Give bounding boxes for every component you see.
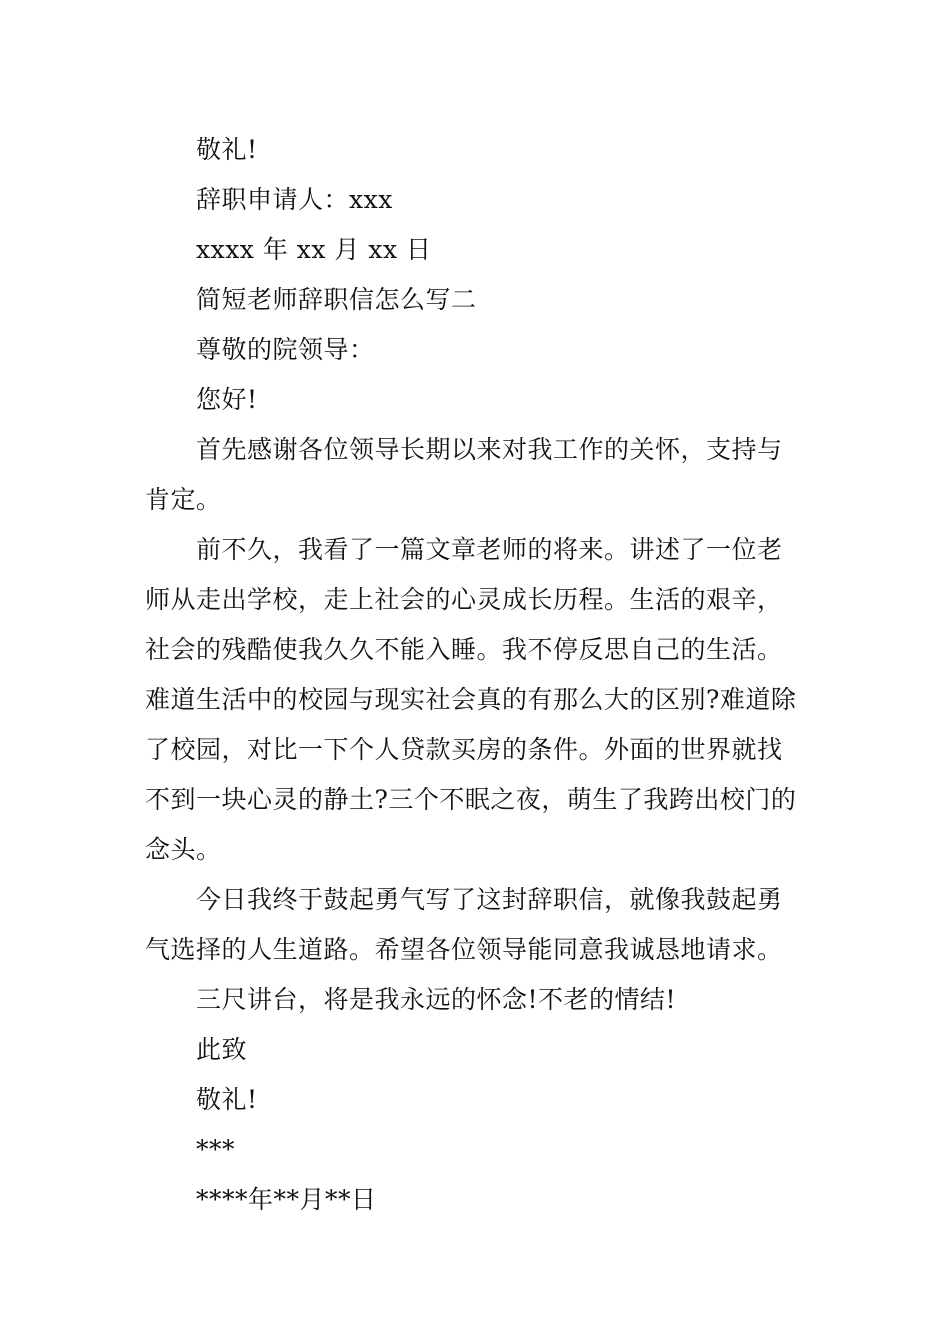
paragraph-line: 社会的残酷使我久久不能入睡。我不停反思自己的生活。 xyxy=(145,635,783,664)
paragraph-line: 师从走出学校，走上社会的心灵成长历程。生活的艰辛， xyxy=(145,585,783,614)
signature-line: *** xyxy=(196,1135,235,1164)
paragraph-line: 气选择的人生道路。希望各位领导能同意我诚恳地请求。 xyxy=(145,935,783,964)
paragraph-line: 了校园，对比一下个人贷款买房的条件。外面的世界就找 xyxy=(145,735,783,764)
paragraph-line: 难道生活中的校园与现实社会真的有那么大的区别?难道除 xyxy=(145,685,797,714)
section-heading: 简短老师辞职信怎么写二 xyxy=(196,285,477,314)
date-line: xxxx 年 xx 月 xx 日 xyxy=(196,235,432,264)
greeting: 您好! xyxy=(196,385,258,414)
paragraph-line: 首先感谢各位领导长期以来对我工作的关怀，支持与 xyxy=(196,435,783,464)
paragraph-line: 不到一块心灵的静土?三个不眠之夜，萌生了我跨出校门的 xyxy=(145,785,797,814)
paragraph-line: 肯定。 xyxy=(145,485,222,514)
salutation: 尊敬的院领导： xyxy=(196,335,375,364)
paragraph-line: 今日我终于鼓起勇气写了这封辞职信，就像我鼓起勇 xyxy=(196,885,783,914)
closing-salute: 敬礼! xyxy=(196,135,258,164)
paragraph-line: 三尺讲台，将是我永远的怀念!不老的情结! xyxy=(196,985,677,1014)
closing-phrase: 此致 xyxy=(196,1035,248,1064)
paragraph-line: 念头。 xyxy=(145,835,222,864)
closing-salute: 敬礼! xyxy=(196,1085,258,1114)
applicant-line: 辞职申请人：xxx xyxy=(196,185,393,214)
date-line: ****年**月**日 xyxy=(196,1185,377,1214)
paragraph-line: 前不久，我看了一篇文章老师的将来。讲述了一位老 xyxy=(196,535,783,564)
